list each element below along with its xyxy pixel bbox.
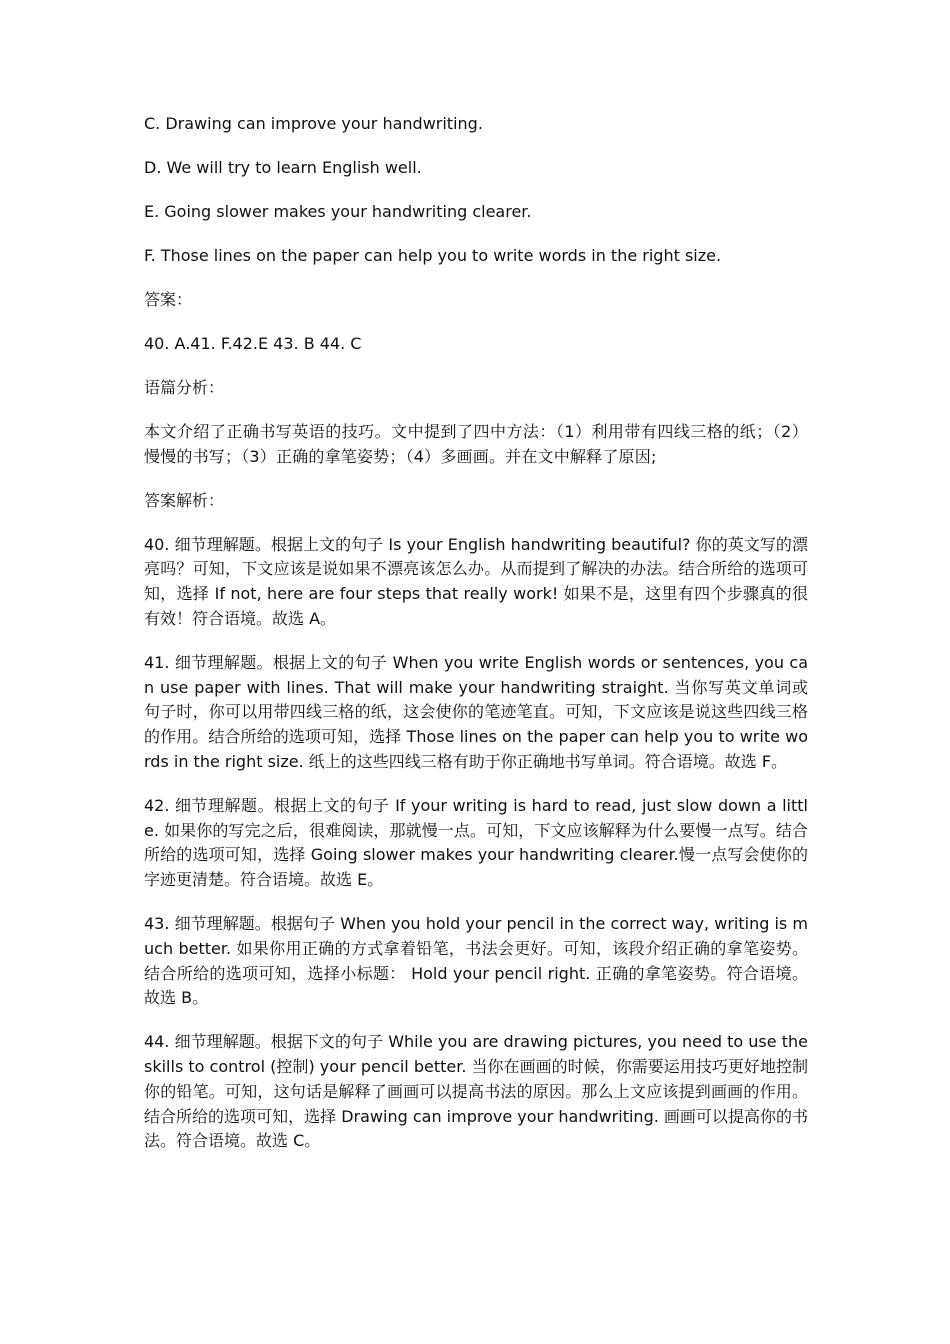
- explanation-heading: 答案解析：: [144, 490, 225, 510]
- document-page: [144, 112, 808, 1173]
- answer-heading: 答案：: [144, 290, 193, 309]
- explanation-43: 43. 细节理解题。根据句子 When you hold your pencil in the correct way, writing is much better. 如果你用正确的方式拿着铅笔，书法会更好。可知，该段介绍正确的拿笔姿势。结合所给的选项可知，选择小标题： Hold your pencil right. 正确的拿笔姿势。符合语境。故选 B。: [144, 913, 808, 1008]
- analysis-text: 本文介绍了正确书写英语的技巧。文中提到了四中方法：（1）利用带有四线三格的纸；（2）慢慢的书写；（3）正确的拿笔姿势；（4）多画画。并在文中解释了原因;: [144, 422, 808, 466]
- explanation-40: 40. 细节理解题。根据上文的句子 Is your English handwriting beautiful? 你的英文写的漂亮吗？可知，下文应该是说如果不漂亮该怎么办。从而提到了解决的办法。结合所给的选项可知，选择 If not, here are four steps that really work! 如果不是，这里有四个步骤真的很有效！符合语境。故选 A。: [144, 534, 808, 628]
- option-e: E. Going slower makes your handwriting clearer.: [144, 202, 532, 221]
- option-d: D. We will try to learn English well.: [144, 158, 422, 177]
- analysis-heading: 语篇分析：: [144, 378, 225, 397]
- option-f: F. Those lines on the paper can help you to write words in the right size.: [144, 246, 722, 265]
- explanation-41: 41. 细节理解题。根据上文的句子 When you write English words or sentences, you can use paper with lines. That will make your handwriting straight. 当你写英文单词或句子时，你可以用带四线三格的纸，这会使你的笔迹笔直。可知，下文应该是说这些四线三格的作用。结合所给的选项可知，选择 Those lines on the paper can help you to write words in the right size. 纸上的这些四线三格有助于你正确地书写单词。符合语境。故选 F。: [144, 652, 808, 771]
- explanation-42: 42. 细节理解题。根据上文的句子 If your writing is hard to read, just slow down a little. 如果你的写完之后，很难阅读，那就慢一点。可知，下文应该解释为什么要慢一点写。结合所给的选项可知，选择 Going slower makes your handwriting clearer.慢一点写会使你的字迹更清楚。符合语境。故选 E。: [144, 795, 808, 890]
- answer-text: 40. A.41. F.42.E 43. B 44. C: [144, 334, 362, 353]
- explanation-44: 44. 细节理解题。根据下文的句子 While you are drawing pictures, you need to use the skills to control (控制) your pencil better. 当你在画画的时候，你需要运用技巧更好地控制你的铅笔。可知，这句话是解释了画画可以提高书法的原因。那么上文应该提到画画的作用。结合所给的选项可知，选择 Drawing can improve your handwriting. 画画可以提高你的书法。符合语境。故选 C。: [144, 1032, 808, 1151]
- option-c: C. Drawing can improve your handwriting.: [144, 114, 483, 133]
